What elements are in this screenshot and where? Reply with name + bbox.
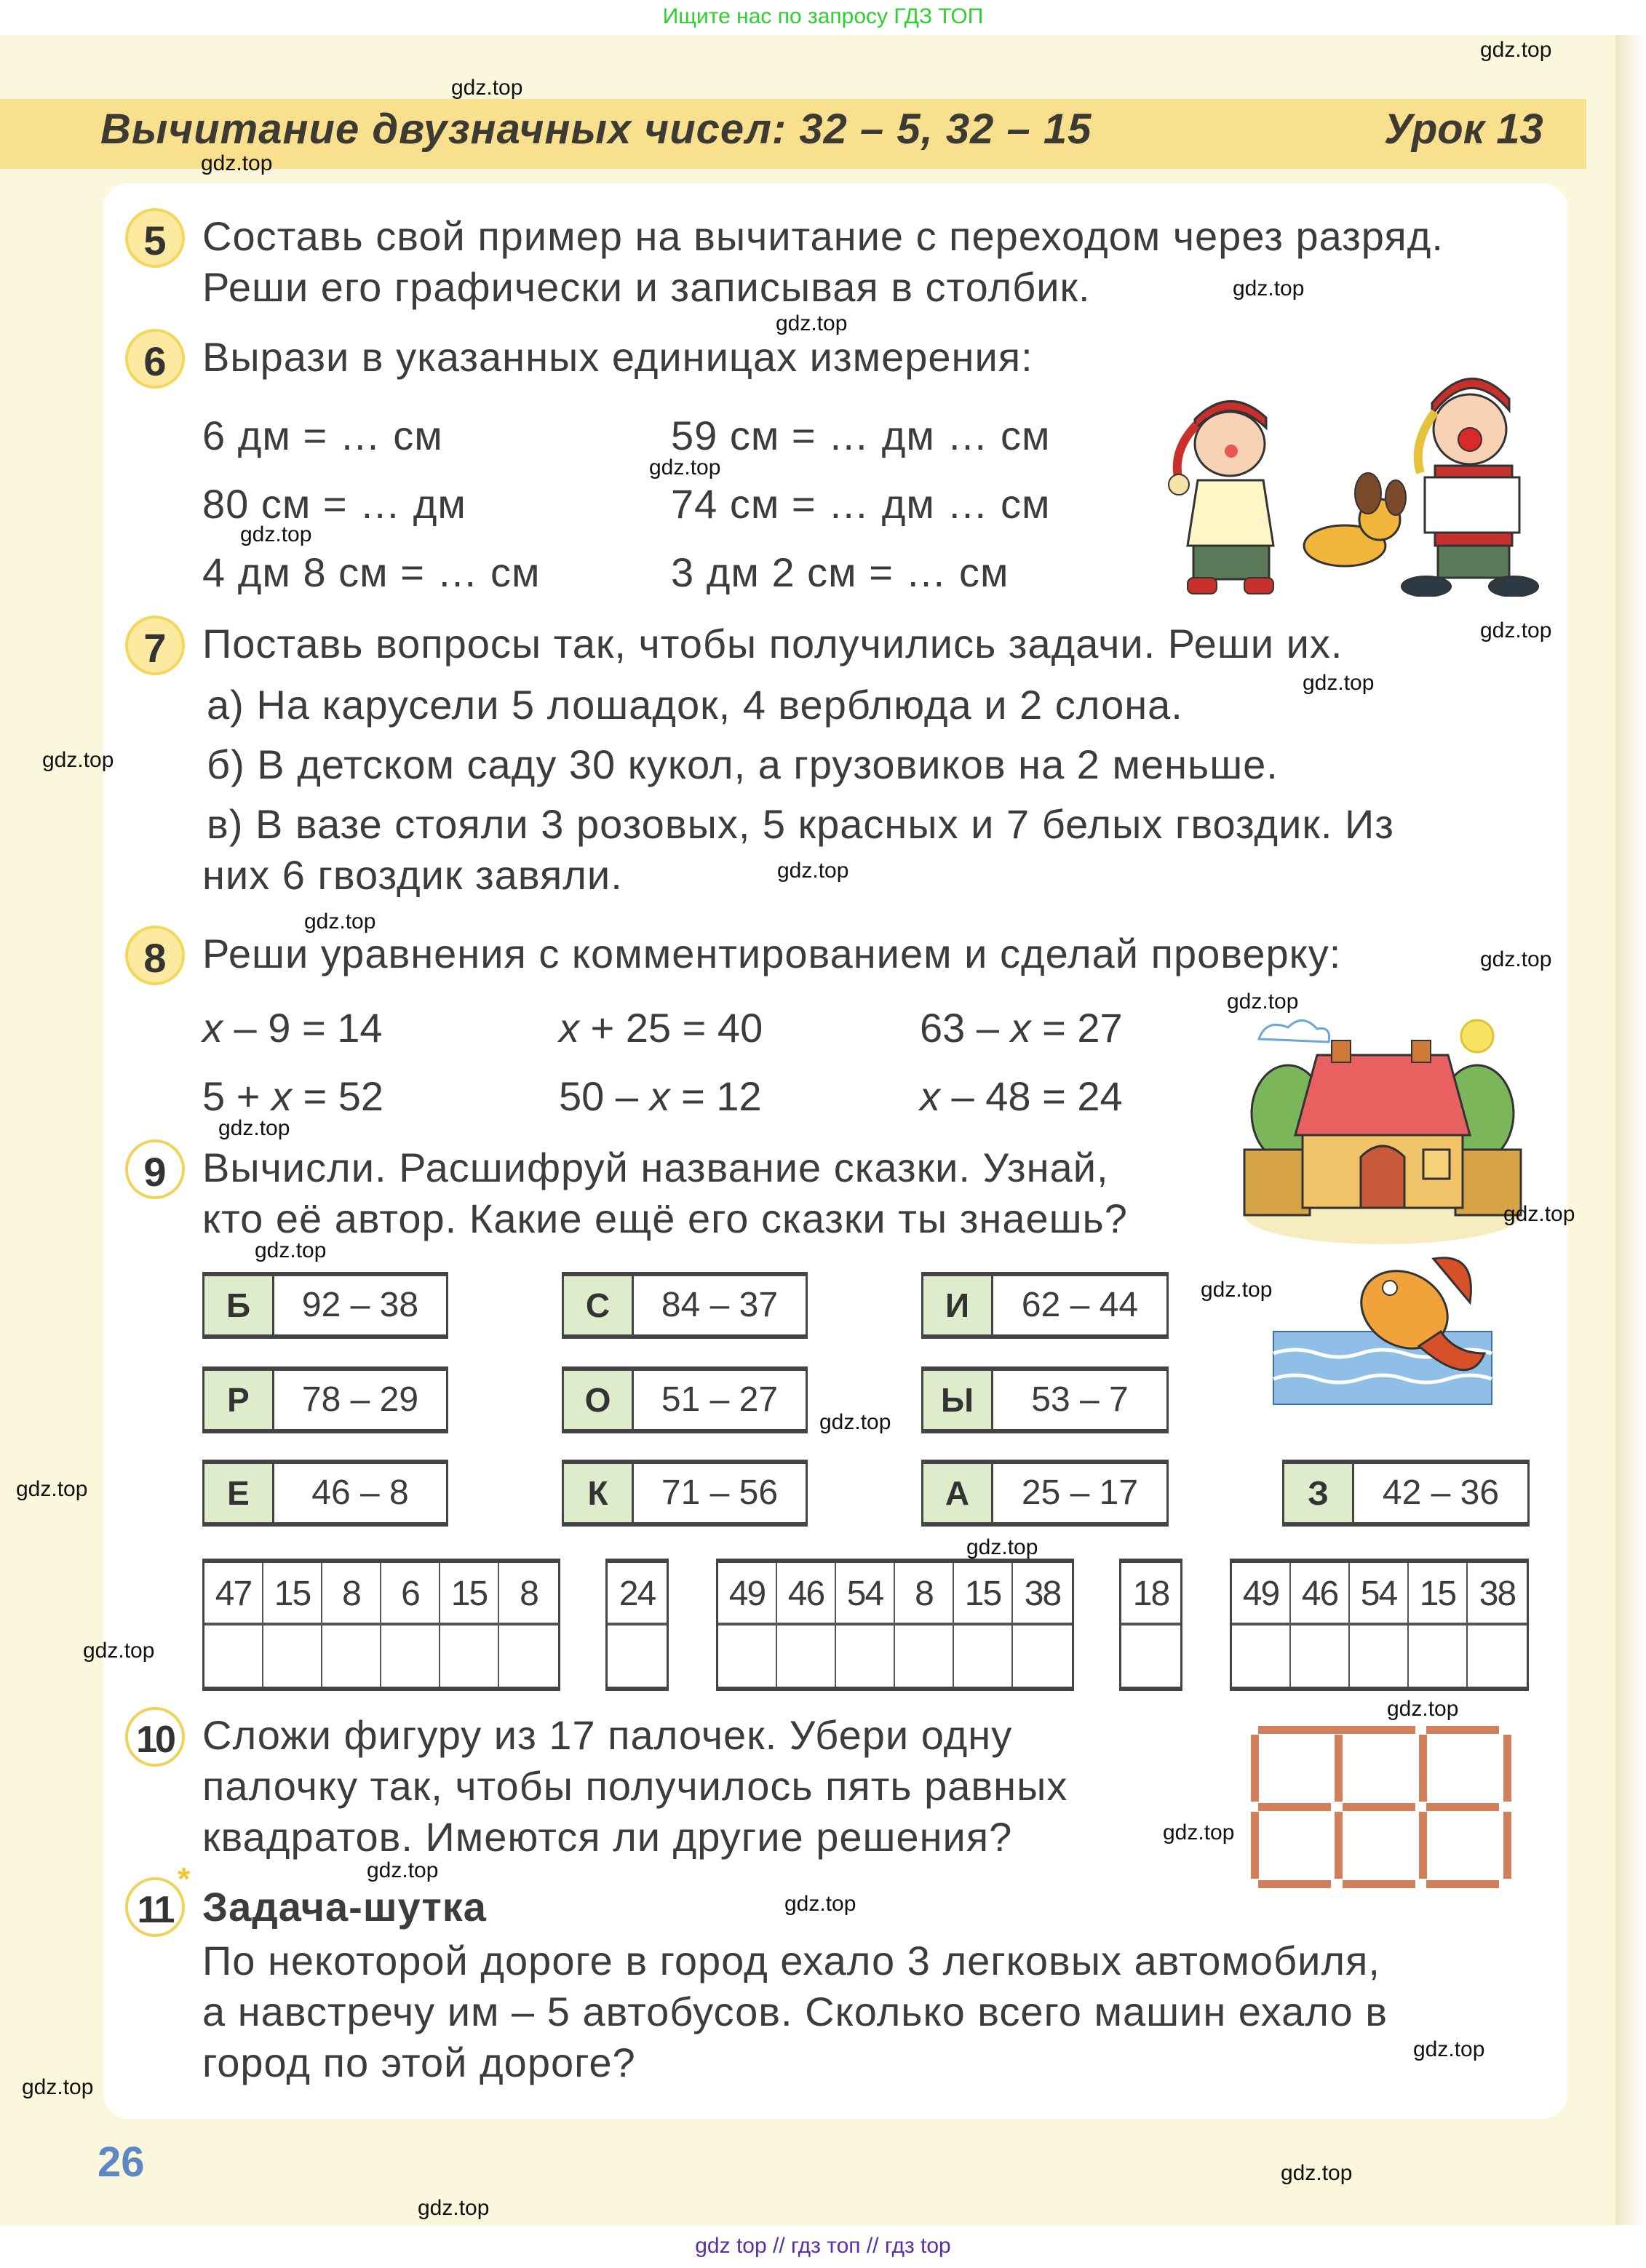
- cipher-letter: Ы: [923, 1371, 993, 1429]
- stick: [1335, 1735, 1343, 1802]
- page-number: 26: [98, 2138, 145, 2186]
- stick: [1343, 1880, 1415, 1888]
- answer-cell[interactable]: [204, 1626, 262, 1687]
- task-number-5: 5: [125, 208, 185, 268]
- cipher-card-a: [921, 1460, 1169, 1527]
- watermark: gdz.top: [1227, 990, 1299, 1014]
- task-7-title: Поставь вопросы так, чтобы получились задачи. Реши их.: [202, 621, 1343, 667]
- stick: [1503, 1735, 1511, 1802]
- answer-cell[interactable]: [895, 1626, 953, 1687]
- answer-cell[interactable]: [1409, 1626, 1466, 1687]
- cipher-expression: 62 – 44: [1021, 1286, 1139, 1324]
- clown-children-illustration: [1150, 364, 1543, 597]
- stick: [1335, 1812, 1343, 1879]
- watermark: gdz.top: [1413, 2037, 1485, 2061]
- task-7-b: б) В детском саду 30 кукол, а грузовиков на 2 меньше.: [207, 741, 1279, 787]
- stick: [1426, 1726, 1499, 1734]
- answer-cell[interactable]: [440, 1626, 498, 1687]
- watermark: gdz.top: [649, 455, 721, 480]
- stick: [1251, 1735, 1259, 1802]
- watermark: gdz.top: [255, 1238, 327, 1262]
- top-banner[interactable]: Ищите нас по запросу ГДЗ ТОП: [662, 4, 984, 28]
- answer-cell[interactable]: [1350, 1626, 1407, 1687]
- cipher-expression: 78 – 29: [301, 1380, 419, 1419]
- answer-cell[interactable]: [718, 1626, 776, 1687]
- watermark: gdz.top: [1233, 276, 1305, 301]
- watermark: gdz.top: [819, 1410, 891, 1434]
- cipher-card-b: [202, 1272, 448, 1339]
- task-10-line-2: палочку так, чтобы получилось пять равных: [202, 1763, 1068, 1809]
- cipher-expression: 51 – 27: [661, 1380, 779, 1419]
- task-7-c-line-1: в) В вазе стояли 3 розовых, 5 красных и 7 белых гвоздик. Из: [207, 801, 1394, 847]
- cipher-card-z: [1282, 1460, 1530, 1527]
- task-6-left-1: 6 дм = … см: [202, 413, 443, 458]
- task-6-title: Вырази в указанных единицах измерения:: [202, 334, 1033, 380]
- watermark: gdz.top: [16, 1477, 88, 1501]
- answer-cell[interactable]: [1232, 1626, 1289, 1687]
- task-6-left-2: 80 см = … дм: [202, 481, 466, 527]
- cipher-expression: 92 – 38: [301, 1286, 419, 1324]
- stick: [1258, 1726, 1331, 1734]
- answer-grid-word-5: 49 46 54 15 38: [1230, 1559, 1529, 1691]
- cipher-expression: 53 – 7: [1031, 1380, 1129, 1419]
- watermark: gdz.top: [22, 2075, 94, 2099]
- stick: [1258, 1880, 1331, 1888]
- stick: [1419, 1735, 1427, 1802]
- cipher-card-e: [202, 1460, 448, 1527]
- cipher-card-k: [562, 1460, 808, 1527]
- watermark: gdz.top: [1480, 618, 1552, 642]
- answer-cell[interactable]: [1013, 1626, 1072, 1687]
- cipher-letter: Е: [204, 1464, 274, 1522]
- cipher-expression: 84 – 37: [661, 1286, 779, 1324]
- watermark: gdz.top: [1201, 1278, 1273, 1302]
- task-11-line-2: а навстречу им – 5 автобусов. Сколько всего машин ехало в: [202, 1989, 1388, 2034]
- task-11-line-1: По некоторой дороге в город ехало 3 легковых автомобиля,: [202, 1938, 1380, 1983]
- page-title: Вычитание двузначных чисел: 32 – 5, 32 – 15: [100, 106, 1092, 153]
- watermark: gdz.top: [451, 76, 523, 100]
- equation-1: x – 9 = 14: [202, 1005, 383, 1051]
- watermark: gdz.top: [1281, 2161, 1353, 2185]
- watermark: gdz.top: [367, 1858, 439, 1882]
- task-6-left-3: 4 дм 8 см = … см: [202, 549, 541, 595]
- cipher-letter: И: [923, 1276, 993, 1334]
- cipher-card-r: [202, 1366, 448, 1433]
- task-5-line-2: Реши его графически и записывая в столбик.: [202, 264, 1091, 310]
- cipher-letter: Б: [204, 1276, 274, 1334]
- task-number-7: 7: [125, 616, 185, 675]
- answer-cell[interactable]: [1468, 1626, 1527, 1687]
- cipher-letter: С: [564, 1276, 634, 1334]
- answer-cell[interactable]: [1291, 1626, 1348, 1687]
- cipher-card-i: [921, 1272, 1169, 1339]
- equation-5: 50 – x = 12: [559, 1073, 762, 1119]
- equation-3: 63 – x = 27: [920, 1005, 1123, 1051]
- cipher-letter: О: [564, 1371, 634, 1429]
- cipher-expression: 25 – 17: [1021, 1473, 1139, 1512]
- stick: [1419, 1812, 1427, 1879]
- stick: [1503, 1812, 1511, 1879]
- watermark: gdz.top: [1387, 1697, 1459, 1721]
- task-6-right-1: 59 см = … дм … см: [671, 413, 1051, 458]
- cipher-expression: 42 – 36: [1382, 1473, 1500, 1512]
- page-edge: [1615, 35, 1646, 2225]
- watermark: gdz.top: [83, 1639, 155, 1663]
- answer-cell[interactable]: [836, 1626, 894, 1687]
- answer-cell[interactable]: [499, 1626, 558, 1687]
- house-and-fish-illustration: [1237, 1011, 1528, 1419]
- task-7-a: а) На карусели 5 лошадок, 4 верблюда и 2 слона.: [207, 682, 1183, 728]
- cipher-expression: 71 – 56: [661, 1473, 779, 1512]
- task-number-11: 11: [125, 1877, 185, 1937]
- answer-grid-word-3: 49 46 54 8 15 38: [716, 1559, 1074, 1691]
- watermark: gdz.top: [776, 311, 848, 335]
- lesson-label: Урок 13: [1384, 106, 1543, 153]
- task-11-title: Задача-шутка: [202, 1884, 487, 1930]
- watermark: gdz.top: [966, 1535, 1038, 1559]
- task-5-line-1: Составь свой пример на вычитание с переходом через разряд.: [202, 213, 1444, 259]
- watermark: gdz.top: [418, 2196, 490, 2220]
- answer-cell[interactable]: [322, 1626, 380, 1687]
- answer-cell[interactable]: [608, 1626, 667, 1687]
- watermark: gdz.top: [777, 859, 849, 883]
- stick: [1258, 1803, 1331, 1811]
- watermark: gdz.top: [1480, 947, 1552, 971]
- answer-cell[interactable]: [1121, 1626, 1180, 1687]
- task-7-c-line-2: них 6 гвоздик завяли.: [202, 852, 623, 898]
- cipher-card-y: [921, 1366, 1169, 1433]
- cipher-letter: К: [564, 1464, 634, 1522]
- equation-4: 5 + x = 52: [202, 1073, 384, 1119]
- answer-grid-word-4: 18: [1119, 1559, 1182, 1691]
- cipher-letter: А: [923, 1464, 993, 1522]
- watermark: gdz.top: [1163, 1821, 1235, 1845]
- watermark: gdz.top: [1480, 38, 1552, 62]
- task-6-right-2: 74 см = … дм … см: [671, 481, 1051, 527]
- stick: [1251, 1812, 1259, 1879]
- cipher-card-o: [562, 1366, 808, 1433]
- watermark: gdz.top: [784, 1892, 856, 1916]
- cipher-letter: З: [1284, 1464, 1354, 1522]
- cipher-expression: 46 – 8: [311, 1473, 409, 1512]
- answer-cell[interactable]: [954, 1626, 1011, 1687]
- cipher-card-s: [562, 1272, 808, 1339]
- watermark: gdz.top: [240, 522, 312, 546]
- task-10-line-1: Сложи фигуру из 17 палочек. Убери одну: [202, 1712, 1013, 1758]
- task-8-title: Реши уравнения с комментированием и сделай проверку:: [202, 931, 1342, 976]
- equation-2: x + 25 = 40: [559, 1005, 763, 1051]
- task-number-6: 6: [125, 329, 185, 389]
- stick: [1343, 1803, 1415, 1811]
- answer-grid-word-2: 24: [605, 1559, 669, 1691]
- watermark: gdz.top: [42, 748, 114, 772]
- answer-cell[interactable]: [263, 1626, 321, 1687]
- task-10-line-3: квадратов. Имеются ли другие решения?: [202, 1814, 1013, 1860]
- task-6-right-3: 3 дм 2 см = … см: [671, 549, 1009, 595]
- answer-grid-word-1: 47 15 8 6 15 8: [202, 1559, 560, 1691]
- star-icon: *: [178, 1861, 191, 1897]
- task-9-line-2: кто её автор. Какие ещё его сказки ты знаешь?: [202, 1195, 1128, 1241]
- watermark: gdz.top: [1303, 671, 1375, 695]
- watermark: gdz.top: [201, 151, 273, 175]
- task-11-line-3: город по этой дороге?: [202, 2040, 636, 2085]
- answer-cell[interactable]: [777, 1626, 835, 1687]
- watermark: gdz.top: [1503, 1202, 1575, 1226]
- watermark: gdz.top: [304, 910, 376, 934]
- equation-6: x – 48 = 24: [920, 1073, 1123, 1119]
- stick: [1426, 1803, 1499, 1811]
- watermark: gdz.top: [218, 1116, 290, 1140]
- stick: [1343, 1726, 1415, 1734]
- task-number-8: 8: [125, 926, 185, 985]
- stick: [1426, 1880, 1499, 1888]
- task-number-9: 9: [125, 1139, 185, 1199]
- task-9-line-1: Вычисли. Расшифруй название сказки. Узнай,: [202, 1145, 1109, 1190]
- answer-cell[interactable]: [381, 1626, 439, 1687]
- cipher-letter: Р: [204, 1371, 274, 1429]
- footer-watermark[interactable]: gdz top // гдз топ // гдз top: [695, 2234, 951, 2258]
- task-number-10: 10: [125, 1707, 185, 1767]
